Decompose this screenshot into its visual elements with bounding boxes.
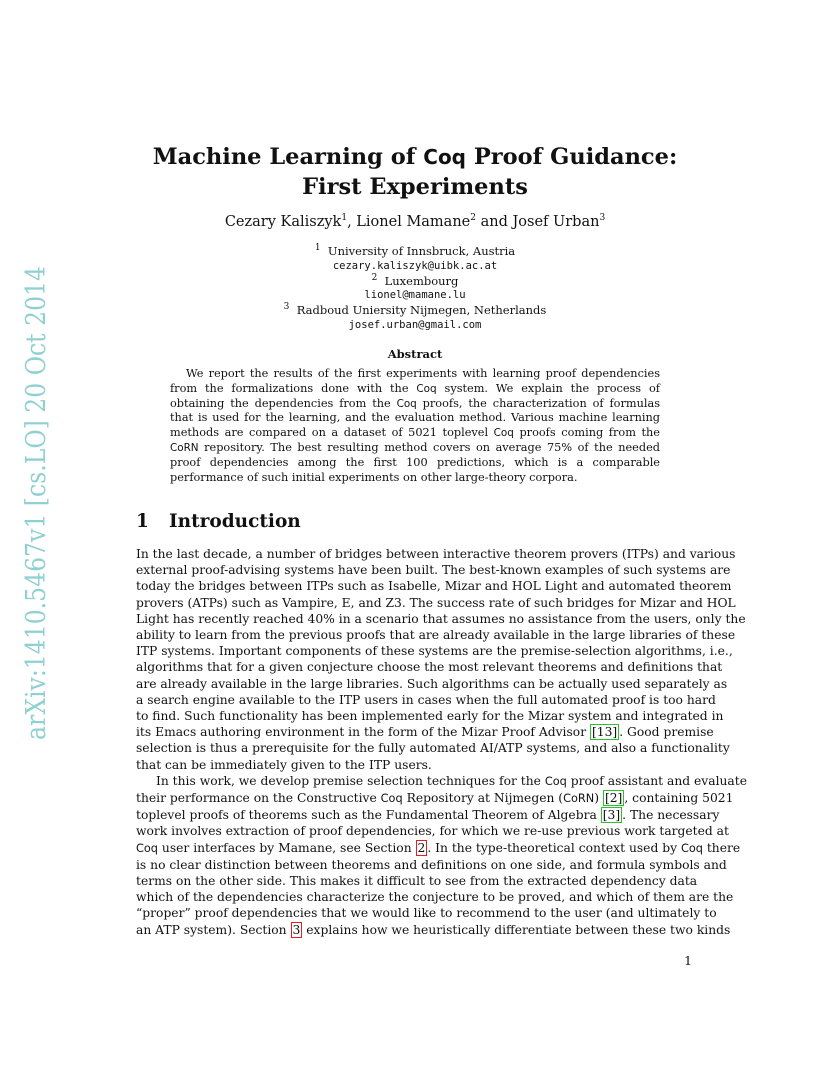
abstract-body: We report the results of the first experiments with learning proof dependencies from the formalizations done with the Coq system. We explain the process of obtaining the dependencies from the Coq proofs, the characterization of formulas that is used for the learning, and the evaluation method. Various machine learning methods are compared on a dataset of 5021 toplevel Coq proofs coming from the CoRN repository. The best resulting method covers on average 75% of the needed proof dependencies among the first 100 predictions, which is a comparable performance of such initial experiments on other large-theory corpora. [170,367,660,484]
text-line: Light has recently reached 40% in a scenario that assumes no assistance from the users, only the [136,611,746,626]
arxiv-stamp [18,196,52,740]
citation-link[interactable]: [3] [602,808,621,823]
title-line-1: Machine Learning of Coq Proof Guidance: [152,144,678,170]
text-line: which of the dependencies characterize the conjecture to be proved, and which of them are the [136,890,734,905]
text-line: that can be immediately given to the ITP users. [136,757,432,772]
section-heading [136,511,301,532]
section-ref-link[interactable]: 2 [417,840,426,855]
author-name: Cezary Kaliszyk [224,214,342,230]
author-list: Cezary Kaliszyk$^1$, Lionel Mamane$^2$ and Josef Urban$^3$ [224,213,606,230]
text-line: algorithms that for a given conjecture choose the most relevant theorems and definitions that [136,660,723,675]
text-line: In this work, we develop premise selection techniques for the Coq proof assistant and evaluate [156,773,747,788]
section-title: Introduction [169,511,301,532]
text-line: Coq user interfaces by Mamane, see Section 2 . In the type-theoretical context used by Coq there [136,840,741,855]
affiliation: $^2$ Luxembourg [371,272,459,288]
text-line: selection is thus a prerequisite for the fully automated AI/ATP systems, and also a functionality [136,741,730,756]
affiliations [110,244,720,333]
section-number: 1 [136,511,149,532]
text-line: terms on the other side. This makes it difficult to see from the extracted dependency data [136,874,698,889]
text-line: its Emacs authoring environment in the form of the Mizar Proof Advisor [13] . Good premise [136,725,714,740]
arxiv-stamp-text: arXiv:1410.5467v1 [cs.LO] 20 Oct 2014 [21,196,52,740]
text-line: their performance on the Constructive Coq Repository at Nijmegen (CoRN) [2] , containing 5021 [136,791,734,806]
abstract-heading: Abstract [387,347,443,361]
text-line: external proof-advising systems have been built. The best-known examples of such systems are [136,563,731,578]
email-link[interactable]: cezary.kaliszyk@uibk.ac.at [332,259,498,272]
title-line-2: First Experiments [302,174,528,200]
paper-title [110,142,720,202]
page-number: 1 [684,954,692,968]
text-line: are already available in the large libraries. Such algorithms can be actually used separately as [136,676,728,691]
citation-link[interactable]: [2] [604,791,623,806]
text-line: today the bridges between ITPs such as Isabelle, Mizar and HOL Light and automated theorem [136,579,732,594]
body-text [136,546,747,938]
author-name: Lionel Mamane [356,214,471,230]
text-line: ITP systems. Important components of these systems are the premise-selection algorithms, i.e., [136,644,733,659]
affiliation: $^3$ Radboud Uniersity Nijmegen, Netherlands [283,302,547,318]
text-line: to find. Such functionality has been implemented early for the Mizar system and integrated in [136,709,724,724]
text-line: a search engine available to the ITP users in cases when the full automated proof is too hard [136,692,716,707]
citation-link[interactable]: [13] [591,725,618,740]
affiliation: $^1$ University of Innsbruck, Austria [314,243,516,258]
text-line: In the last decade, a number of bridges between interactive theorem provers (ITPs) and various [136,547,736,561]
email-link[interactable]: lionel@mamane.lu [364,289,466,302]
text-line: work involves extraction of proof dependencies, for which we re-use previous work targeted at [136,824,729,839]
text-line: an ATP system). Section 3 explains how we heuristically differentiate between these two kinds [136,922,731,937]
section-ref-link[interactable]: 3 [292,922,301,937]
text-line: is no clear distinction between theorems and definitions on one side, and formula symbols and [136,857,727,872]
author-name: Josef Urban [512,214,600,230]
text-line: provers (ATPs) such as Vampire, E, and Z3. The success rate of such bridges for Mizar and HOL [136,595,736,610]
text-line: ability to learn from the previous proofs that are already available in the large libraries of these [136,628,736,643]
email-link[interactable]: josef.urban@gmail.com [348,318,482,331]
text-line: “proper” proof dependencies that we would like to recommend to the user (and ultimately to [136,906,717,921]
text-line: toplevel proofs of theorems such as the Fundamental Theorem of Algebra [3] . The necessary [136,808,720,823]
